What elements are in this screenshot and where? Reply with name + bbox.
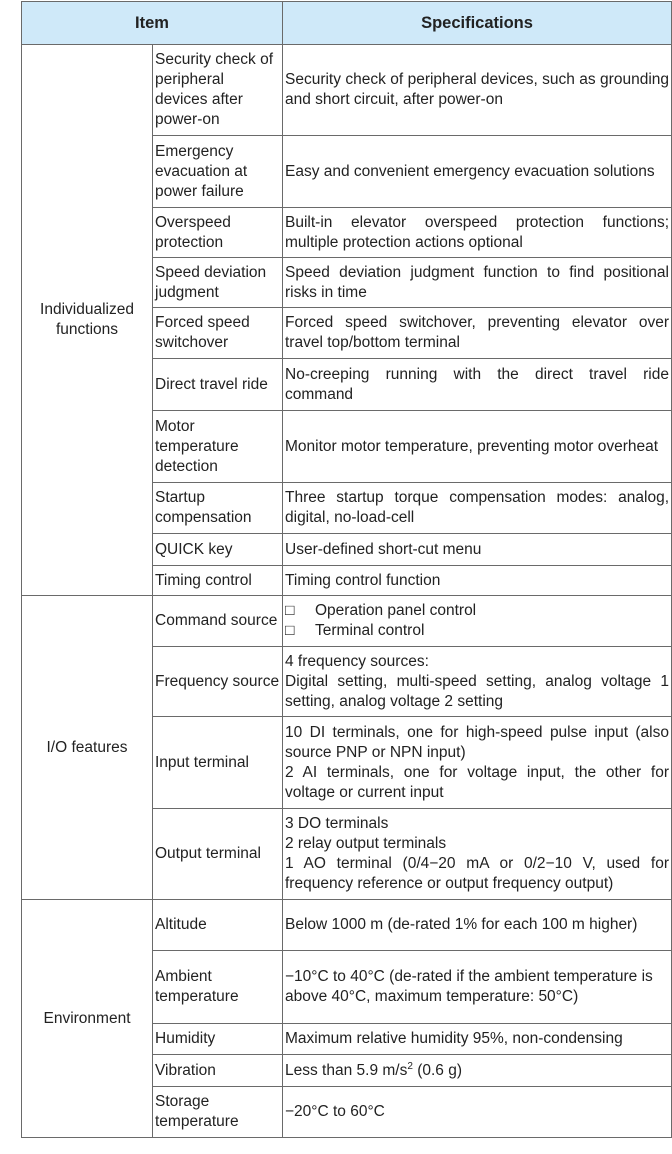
item-cell: Security check of peripheral devices after power-on: [153, 45, 283, 136]
item-cell: Ambient temperature: [153, 951, 283, 1024]
item-cell: Overspeed protection: [153, 208, 283, 258]
item-cell: Vibration: [153, 1055, 283, 1087]
item-cell: Forced speed switchover: [153, 308, 283, 359]
item-cell: Direct travel ride: [153, 359, 283, 411]
item-cell: Timing control: [153, 566, 283, 596]
table-header-row: [22, 2, 672, 45]
item-cell: Humidity: [153, 1024, 283, 1055]
spec-cell: 4 frequency sources: Digital setting, multi-speed setting, analog voltage 1 setting, analog voltage 2 setting: [283, 647, 672, 717]
spec-cell: 10 DI terminals, one for high-speed pulse input (also source PNP or NPN input) 2 AI terminals, one for voltage input, the other for voltage or current input: [283, 717, 672, 809]
checkbox-bullet-icon: □: [285, 622, 295, 639]
header-item: Item: [22, 2, 283, 45]
spec-cell: −20°C to 60°C: [283, 1087, 672, 1138]
spec-cell: No-creeping running with the direct travel ride command: [283, 359, 672, 411]
specifications-table: [21, 1, 672, 1138]
item-cell: Input terminal: [153, 717, 283, 809]
item-cell: Emergency evacuation at power failure: [153, 136, 283, 208]
table-row: [22, 45, 672, 136]
spec-cell: −10°C to 40°C (de-rated if the ambient temperature is above 40°C, maximum temperature: 50°C): [283, 951, 672, 1024]
spec-cell: Maximum relative humidity 95%, non-condensing: [283, 1024, 672, 1055]
spec-cell: Security check of peripheral devices, such as grounding and short circuit, after power-on: [283, 45, 672, 136]
group-label-environment: Environment: [22, 900, 153, 1138]
spec-cell: Less than 5.9 $m/s^2$ (0.6 g): [283, 1055, 672, 1087]
item-cell: Storage temperature: [153, 1087, 283, 1138]
bullet-line: □ Operation panel control: [285, 602, 477, 619]
spec-cell: Monitor motor temperature, preventing motor overheat: [283, 411, 672, 483]
spec-cell: User-defined short-cut menu: [283, 534, 672, 566]
item-cell: Command source: [153, 596, 283, 647]
spec-cell: 3 DO terminals 2 relay output terminals 1 AO terminal (0/4−20 mA or 0/2−10 V, used for frequency reference or output frequency output): [283, 809, 672, 900]
item-cell: Speed deviation judgment: [153, 258, 283, 308]
bullet-line: □ Terminal control: [285, 622, 425, 639]
table-row: [22, 596, 672, 647]
item-cell: Motor temperature detection: [153, 411, 283, 483]
item-cell: Frequency source: [153, 647, 283, 717]
item-cell: Startup compensation: [153, 483, 283, 534]
item-cell: Altitude: [153, 900, 283, 951]
spec-cell: Built-in elevator overspeed protection functions; multiple protection actions optional: [283, 208, 672, 258]
group-label-individualized: Individualized functions: [22, 45, 153, 596]
table-row: [22, 900, 672, 951]
spec-cell: Forced speed switchover, preventing elevator over travel top/bottom terminal: [283, 308, 672, 359]
spec-cell: Three startup torque compensation modes: analog, digital, no-load-cell: [283, 483, 672, 534]
spec-cell: Timing control function: [283, 566, 672, 596]
spec-cell: Easy and convenient emergency evacuation solutions: [283, 136, 672, 208]
header-specifications: Specifications: [283, 2, 672, 45]
item-cell: QUICK key: [153, 534, 283, 566]
item-cell: Output terminal: [153, 809, 283, 900]
spec-cell: Below 1000 m (de-rated 1% for each 100 m higher): [283, 900, 672, 951]
spec-cell: Speed deviation judgment function to find positional risks in time: [283, 258, 672, 308]
spec-cell: [283, 596, 672, 647]
checkbox-bullet-icon: □: [285, 602, 295, 619]
group-label-io-features: I/O features: [22, 596, 153, 900]
